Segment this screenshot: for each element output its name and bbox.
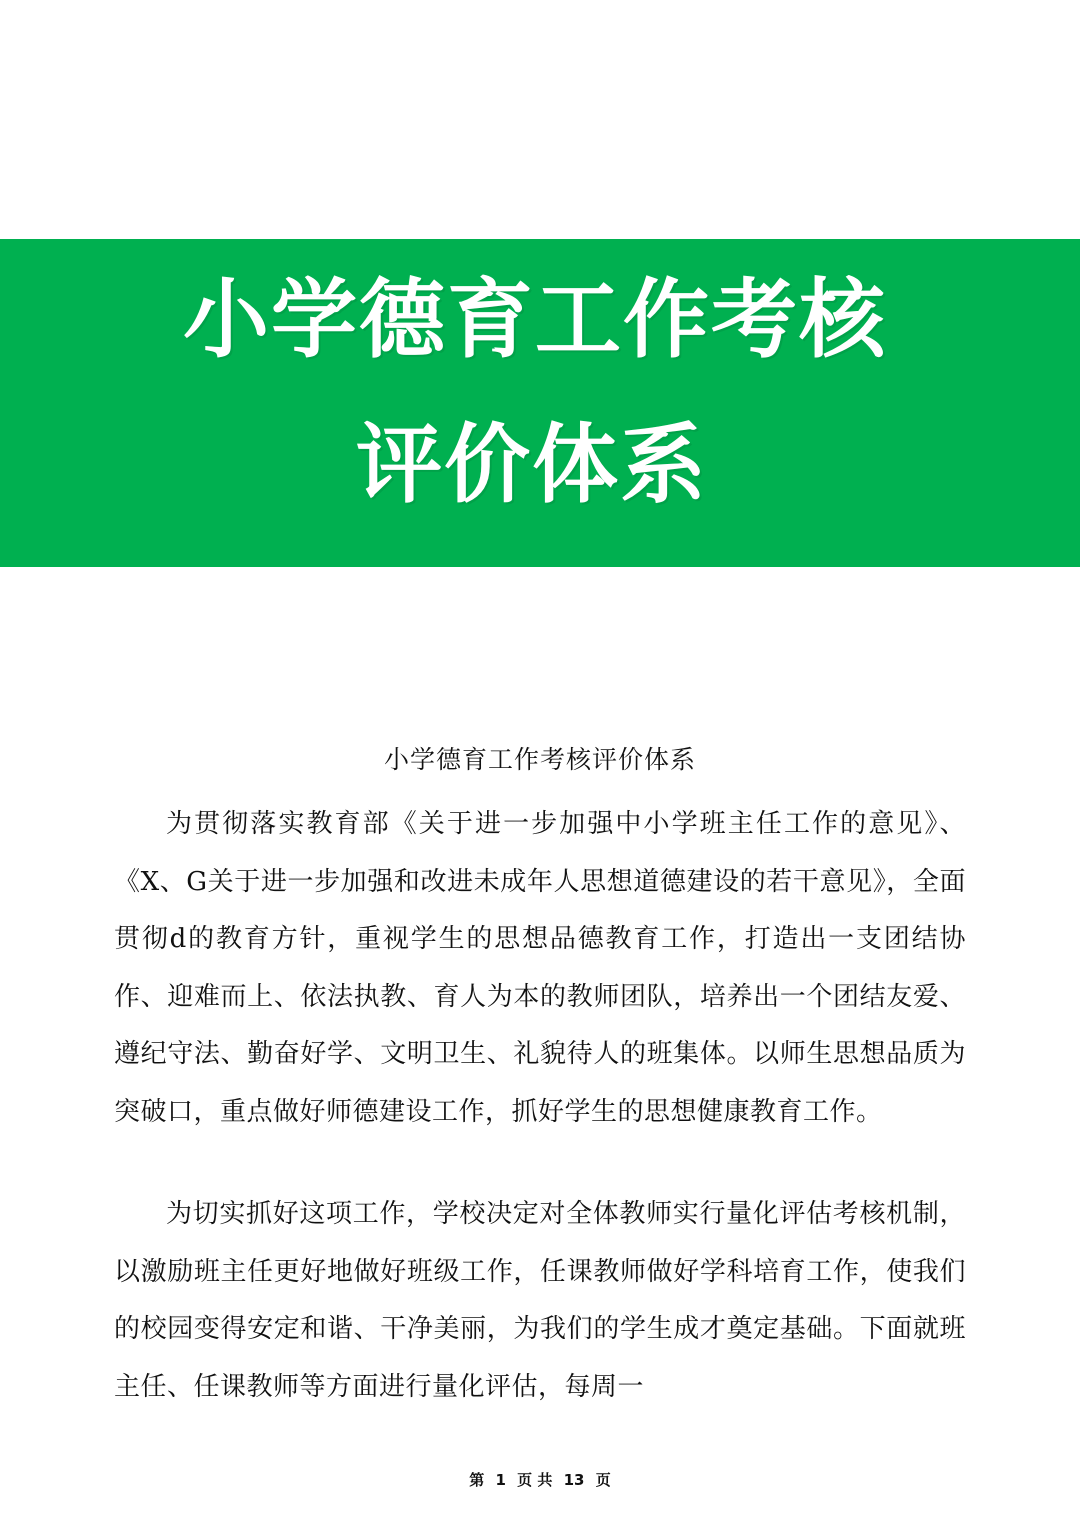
footer-middle: 页 共 xyxy=(517,1471,553,1489)
banner-title-line-2: 评价体系 xyxy=(356,415,708,515)
footer-prefix: 第 xyxy=(469,1471,485,1489)
document-title: 小学德育工作考核评价体系 xyxy=(383,745,696,774)
footer-page-number: 1 xyxy=(495,1471,506,1489)
body-paragraph-1-container xyxy=(114,796,966,1141)
body-paragraph-1: 为贯彻落实教育部《关于进一步加强中小学班主任工作的意见》、《X、G关于进一步加强和改进未成年人思想道德建设的若干意见》，全面贯彻d的教育方针，重视学生的思想品德教育工作，打造出一支团结协作、迎难而上、依法执教、育人为本的教师团队，培养出一个团结友爱、遵纪守法、勤奋好学、文明卫生、礼貌待人的班集体。以师生思想品质为突破口，重点做好师德建设工作，抓好学生的思想健康教育工作。 xyxy=(114,809,966,1127)
footer-suffix: 页 xyxy=(595,1471,611,1489)
body-paragraph-2-container xyxy=(114,1186,966,1416)
footer-total-pages: 13 xyxy=(563,1471,585,1489)
body-paragraph-2: 为切实抓好这项工作，学校决定对全体教师实行量化评估考核机制，以激励班主任更好地做好班级工作，任课教师做好学科培育工作，使我们的校园变得安定和谐、干净美丽，为我们的学生成才奠定基础。下面就班主任、任课教师等方面进行量化评估，每周一 xyxy=(114,1199,966,1402)
banner-title-line-1: 小学德育工作考核 xyxy=(183,270,887,370)
title-banner xyxy=(0,239,1080,567)
page-footer xyxy=(0,1470,1080,1490)
